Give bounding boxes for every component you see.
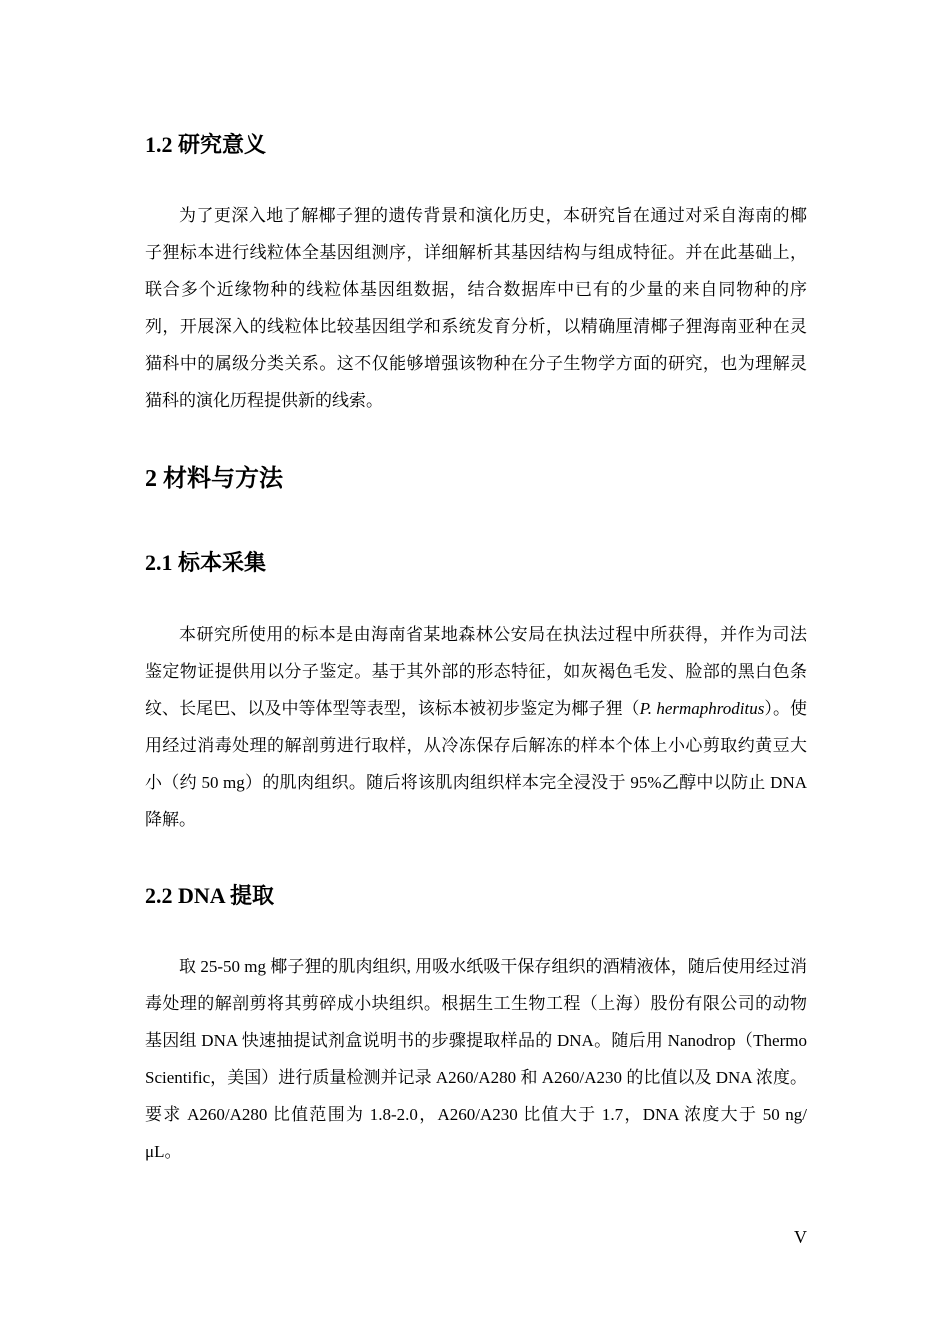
section-1-2-heading: 1.2 研究意义 <box>145 132 267 157</box>
species-name: P. hermaphroditus <box>639 699 765 718</box>
paragraph-text-before: 本研究所使用的标本是由海南省某地森林公安局在执法过程中所获得，并作为司法鉴定物证提供用以分子鉴定。基于其外部的形态特征，如灰褐色毛发、脸部的黑白色条纹、长尾巴、以及中等体型等表型，该标本被初步鉴定为椰子狸（ <box>145 625 807 718</box>
section-2-heading: 2 材料与方法 <box>145 466 283 492</box>
section-2-1-heading: 2.1 标本采集 <box>145 550 267 575</box>
paragraph-text-after: ）。使用经过消毒处理的解剖剪进行取样，从冷冻保存后解冻的样本个体上小心剪取约黄豆大小（约 50 mg）的肌肉组织。随后将该肌肉组织样本完全浸没于 95%乙醇中以防止 DNA 降解。 <box>145 699 807 829</box>
page-number: V <box>794 1227 807 1247</box>
section-2-1-paragraph <box>145 616 807 838</box>
section-2-2-heading: 2.2 DNA 提取 <box>145 883 274 908</box>
section-2-2-paragraph: 取 25-50 mg 椰子狸的肌肉组织, 用吸水纸吸干保存组织的酒精液体，随后使用经过消毒处理的解剖剪将其剪碎成小块组织。根据生工生物工程（上海）股份有限公司的动物基因组 DNA 快速抽提试剂盒说明书的步骤提取样品的 DNA。随后用 Nanodrop（Thermo Scientific，美国）进行质量检测并记录 A260/A280 和 A260/A230 的比值以及 DNA 浓度。要求 A260/A280 比值范围为 1.8-2.0，A260/A230 比值大于 1.7，DNA 浓度大于 50 ng/μL。 <box>145 957 807 1161</box>
section-1-2-paragraph: 为了更深入地了解椰子狸的遗传背景和演化历史，本研究旨在通过对采自海南的椰子狸标本进行线粒体全基因组测序，详细解析其基因结构与组成特征。并在此基础上，联合多个近缘物种的线粒体基因组数据，结合数据库中已有的少量的来自同物种的序列，开展深入的线粒体比较基因组学和系统发育分析，以精确厘清椰子狸海南亚种在灵猫科中的属级分类关系。这不仅能够增强该物种在分子生物学方面的研究，也为理解灵猫科的演化历程提供新的线索。 <box>145 206 807 410</box>
